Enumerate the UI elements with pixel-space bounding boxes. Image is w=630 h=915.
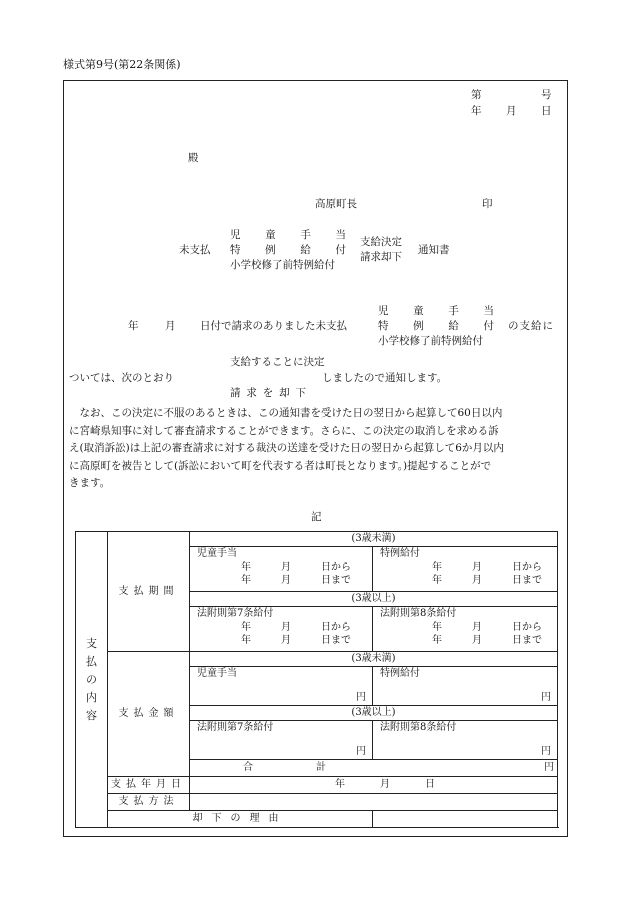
unit: 日から <box>321 622 351 633</box>
unit: 月 <box>472 635 482 646</box>
reject-char: を <box>262 387 274 399</box>
pay-date-label: 支払年月日 <box>108 777 190 794</box>
payment-details-table <box>75 531 558 828</box>
unit: 日から <box>512 622 542 633</box>
ki-heading: 記 <box>311 511 322 523</box>
unit: 月 <box>472 562 482 573</box>
unit: 日まで <box>512 635 542 646</box>
unit: 年 <box>432 635 442 646</box>
cell-title: 特例給付 <box>380 548 420 559</box>
unit: 月 <box>380 779 390 790</box>
kind-char: 付 <box>335 244 346 256</box>
cell-title: 法附則第7条給付 <box>197 722 274 733</box>
period-over3-header: (3歳以上) <box>190 592 558 607</box>
body-month: 月 <box>165 320 176 332</box>
period-law8 <box>373 607 558 652</box>
date-day: 日 <box>541 105 552 117</box>
appeal-line: なお、この決定に不服のあるときは、この通知書を受けた日の翌日から起算して60日以内 <box>69 407 503 419</box>
unit: 年 <box>241 562 251 573</box>
kind-char: 付 <box>483 320 494 332</box>
kind-char: 特 <box>378 320 389 332</box>
form-id: 様式第9号(第22条関係) <box>63 58 181 71</box>
reject-reason-value <box>373 811 558 828</box>
amount-under3-header: (3歳未満) <box>190 652 558 667</box>
body-year: 年 <box>128 320 139 332</box>
title-decision-reject: 請求却下 <box>360 251 402 263</box>
unit: 日まで <box>512 575 542 586</box>
kind-char: 手 <box>300 229 311 241</box>
addressee-suffix: 殿 <box>188 152 199 164</box>
yen-unit: 円 <box>356 692 366 703</box>
unit: 月 <box>472 622 482 633</box>
unit: 日から <box>512 562 542 573</box>
seal-mark: 印 <box>482 198 493 210</box>
kind-char: 例 <box>413 320 424 332</box>
body-request-text: 日付で請求のありました未支払 <box>200 320 347 332</box>
unit: 月 <box>281 575 291 586</box>
amount-over3-header: (3歳以上) <box>190 706 558 721</box>
label-char: 払 <box>86 655 97 668</box>
amount-law8 <box>373 721 558 760</box>
kind-char: 当 <box>483 305 494 317</box>
title-prefix: 未支払 <box>179 244 211 256</box>
label-char: 容 <box>86 709 97 722</box>
appeal-line: に高原町を被告として(訴訟において町を代表する者は町長となります。)提起することがで <box>69 459 492 472</box>
unit: 日から <box>321 562 351 573</box>
unit: 日 <box>425 779 435 790</box>
label-char: 内 <box>86 691 97 704</box>
appeal-line: きます。 <box>69 477 111 489</box>
appeal-line: に宮崎県知事に対して審査請求することができます。さらに、この決定の取消しを求める訴 <box>69 424 499 437</box>
unit: 月 <box>472 575 482 586</box>
amount-law7 <box>190 721 373 760</box>
kind-char: 給 <box>300 244 311 256</box>
payment-amount-label: 支払金額 <box>108 652 190 777</box>
period-under3-header: (3歳未満) <box>190 532 558 547</box>
amount-jido-teate <box>190 667 373 706</box>
body-kinds-row1 <box>378 306 494 317</box>
kind-char: 童 <box>413 305 424 317</box>
total-char: 計 <box>316 762 326 773</box>
reject-char: 請 <box>230 387 241 399</box>
kind-char: 例 <box>265 244 276 256</box>
kind-char: 特 <box>230 244 241 256</box>
label-char: 支 <box>86 637 97 650</box>
body-choice-reject <box>230 388 306 399</box>
unit: 年 <box>432 575 442 586</box>
kind-char: 児 <box>230 229 241 241</box>
label-char: の <box>86 673 97 686</box>
number-dai: 第 <box>471 89 482 101</box>
kind-char: 手 <box>448 305 459 317</box>
cell-title: 法附則第7条給付 <box>197 608 274 619</box>
issuer: 高原町長 <box>315 198 357 210</box>
reject-char: 下 <box>295 387 306 399</box>
pay-method-value <box>190 794 558 811</box>
title-kinds-row2 <box>230 245 346 256</box>
kind-char: 児 <box>378 305 389 317</box>
total-char: 合 <box>243 762 253 773</box>
unit: 日まで <box>321 575 351 586</box>
body-choice-grant: 支給することに決定 <box>230 356 325 368</box>
cell-title: 児童手当 <box>197 668 237 679</box>
appeal-paragraph <box>69 405 564 493</box>
pay-method-label: 支払方法 <box>108 794 190 811</box>
reject-char: 却 <box>279 387 290 399</box>
kind-char: 給 <box>448 320 459 332</box>
appeal-line: え(取消訴訟)は上記の審査請求に対する裁決の送達を受けた日の翌日から起算して6か月以内 <box>69 442 504 454</box>
body-kinds-row2 <box>378 321 494 332</box>
body-after-kinds: の支給に <box>508 320 554 332</box>
unit: 年 <box>241 635 251 646</box>
unit: 月 <box>281 622 291 633</box>
reject-char: 求 <box>246 387 257 399</box>
unit: 月 <box>281 562 291 573</box>
unit: 年 <box>432 622 442 633</box>
payment-period-label: 支払期間 <box>108 532 190 652</box>
body-line2-start: ついては、次のとおり <box>69 372 174 384</box>
yen-unit: 円 <box>541 746 552 757</box>
cell-title: 児童手当 <box>197 548 237 559</box>
cell-title: 法附則第8条給付 <box>380 722 457 733</box>
period-law7 <box>190 607 373 652</box>
cell-title: 法附則第8条給付 <box>380 608 457 619</box>
title-kinds-row3: 小学校修了前特例給付 <box>230 259 335 271</box>
unit: 日まで <box>321 635 351 646</box>
unit: 年 <box>335 779 345 790</box>
yen-unit: 円 <box>356 746 366 757</box>
unit: 年 <box>241 575 251 586</box>
kind-char: 当 <box>335 229 346 241</box>
date-year: 年 <box>471 105 482 117</box>
cell-title: 特例給付 <box>380 668 420 679</box>
period-tokurei <box>373 547 558 592</box>
number-go: 号 <box>541 89 552 101</box>
payment-content-label <box>76 532 108 828</box>
body-line2-end: しましたので通知します。 <box>322 372 448 384</box>
amount-total-row <box>190 760 558 777</box>
pay-date-value <box>190 777 558 794</box>
amount-tokurei <box>373 667 558 706</box>
yen-unit: 円 <box>541 692 552 703</box>
date-month: 月 <box>506 105 517 117</box>
reject-reason-label: 却下の理由 <box>108 811 373 828</box>
unit: 月 <box>281 635 291 646</box>
body-kinds-row3: 小学校修了前特例給付 <box>378 335 483 347</box>
title-decision-grant: 支給決定 <box>360 236 402 248</box>
unit: 年 <box>432 562 442 573</box>
unit: 年 <box>241 622 251 633</box>
kind-char: 童 <box>265 229 276 241</box>
title-kinds-row1 <box>230 230 346 241</box>
title-suffix: 通知書 <box>418 244 450 256</box>
yen-unit: 円 <box>544 762 555 773</box>
period-jido-teate <box>190 547 373 592</box>
